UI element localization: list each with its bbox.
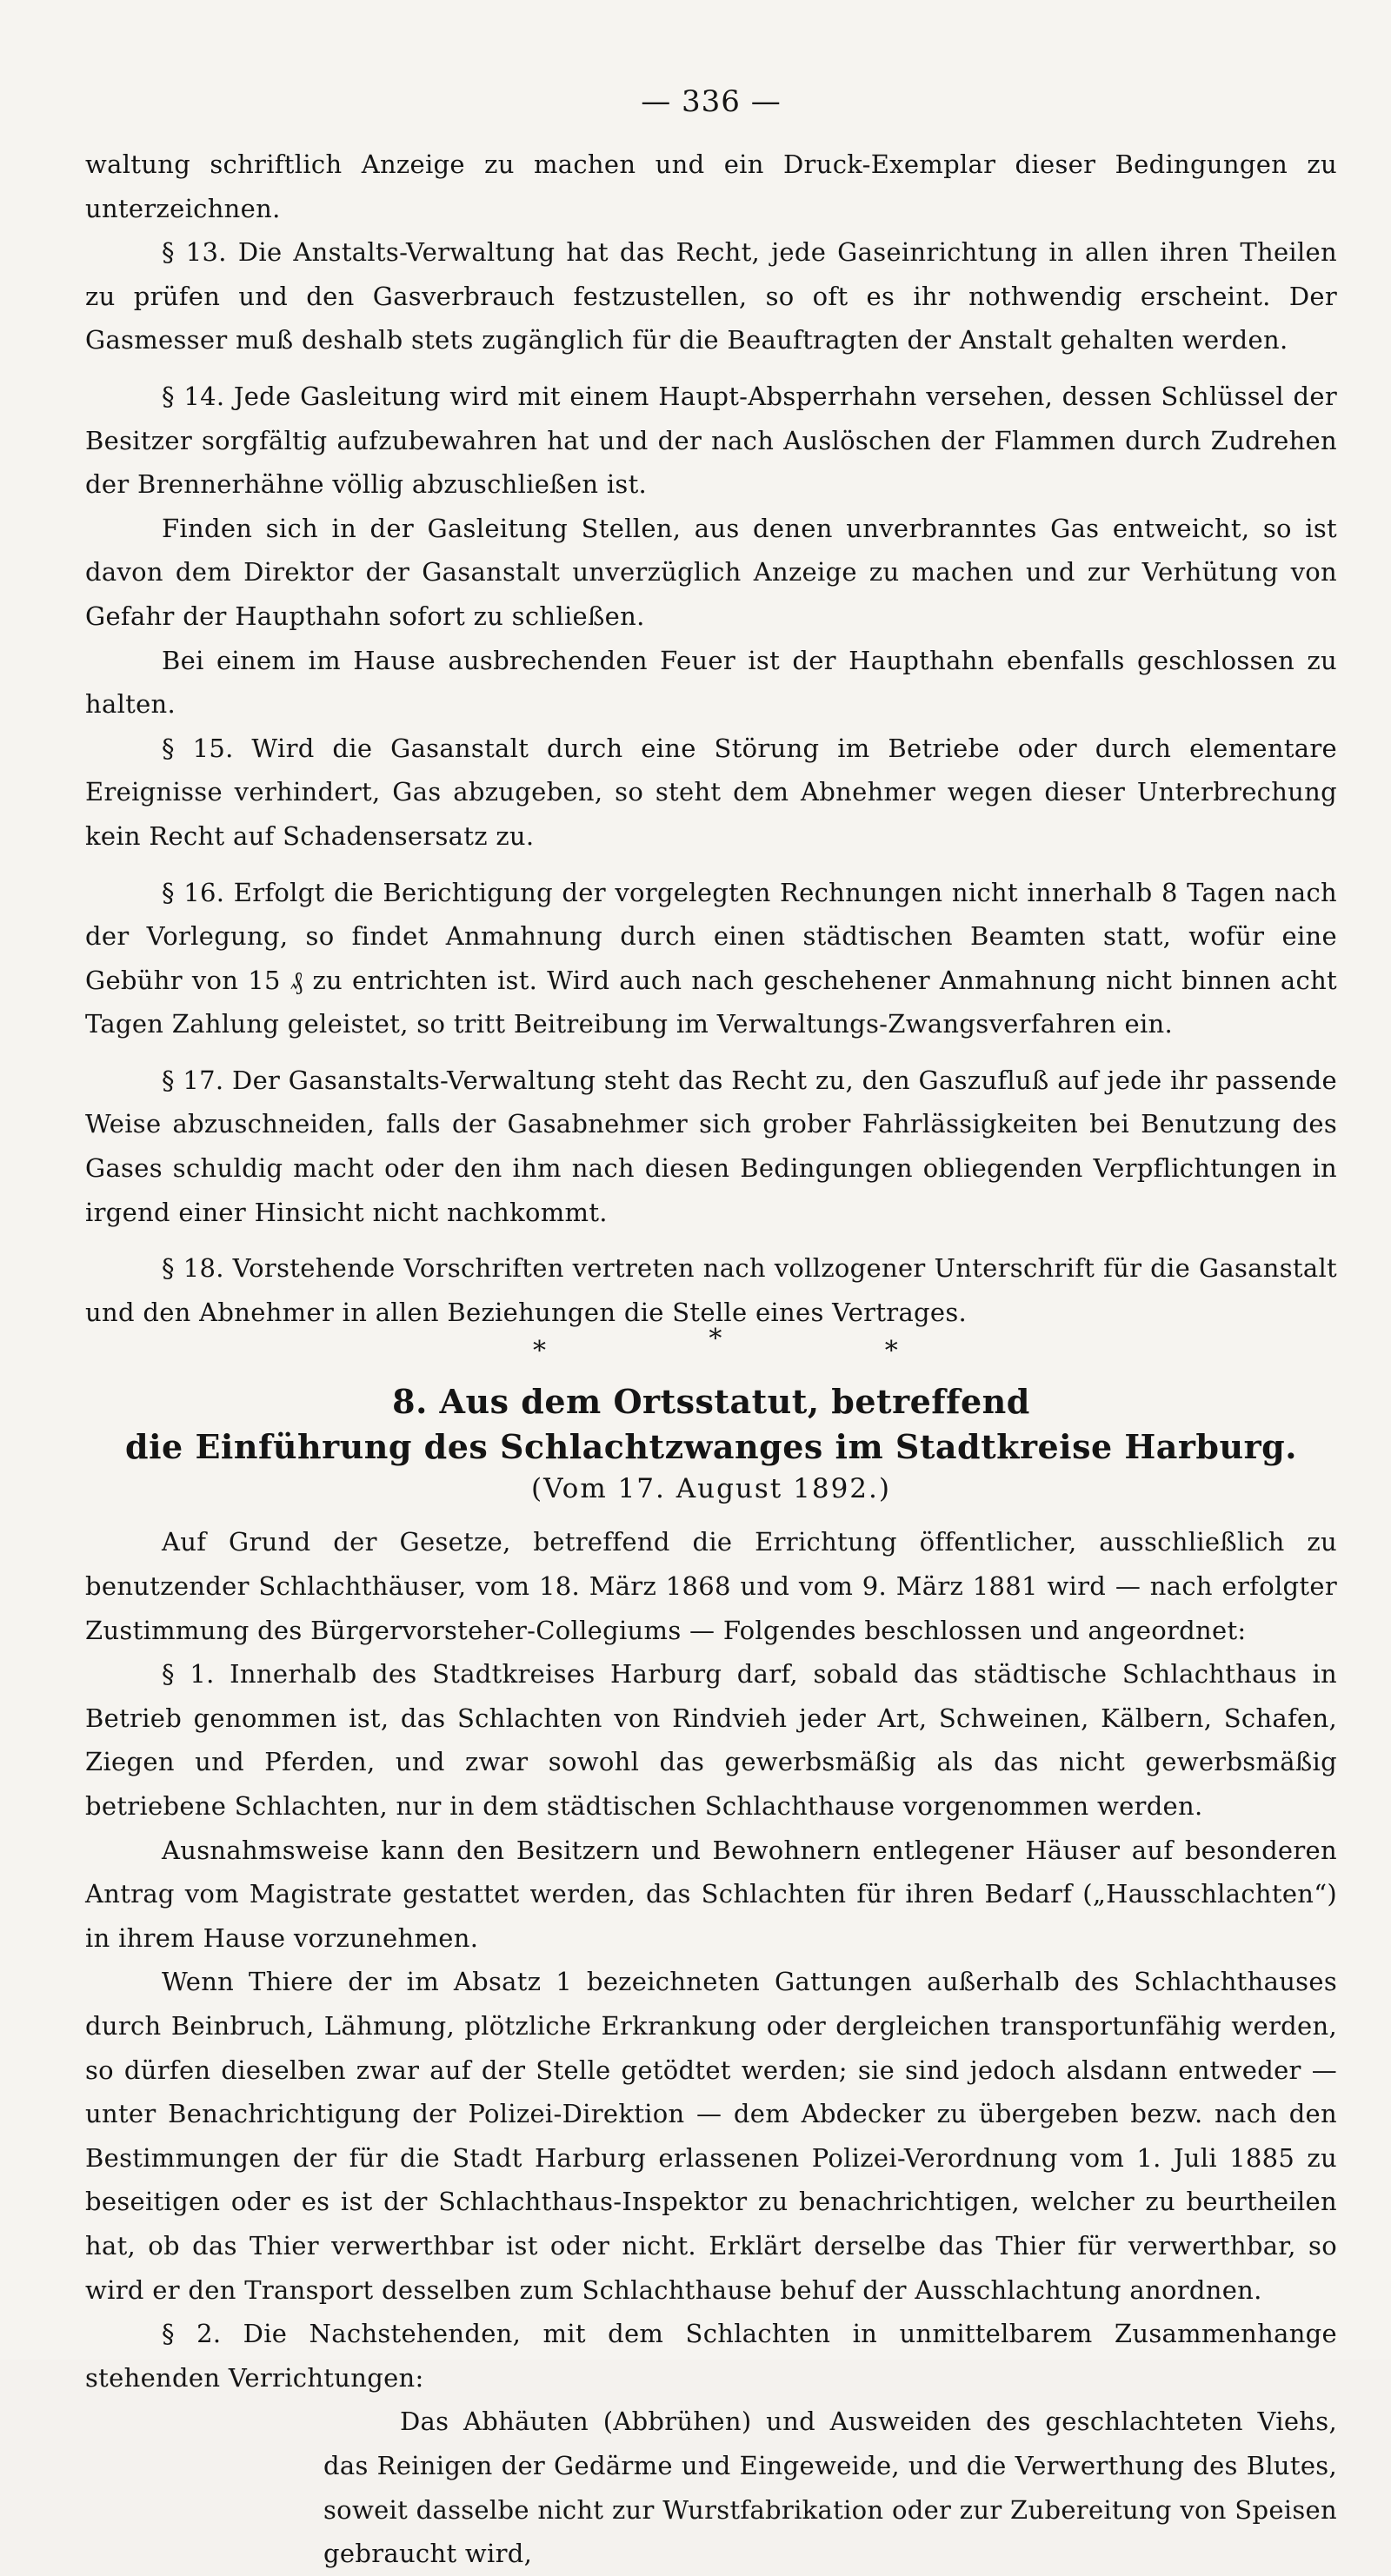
paragraph-tasks-text: Das Abhäuten (Abbrühen) und Ausweiden des geschlachteten Viehs, das Reinigen der Gedärme und Eingeweide, und die Verwerthung des Blutes, soweit dasselbe nicht zur Wurstfabrikation oder zur Zubereitung von Speisen gebraucht wird,	[323, 2407, 1337, 2569]
paragraph-section-18: § 18. Vorstehende Vorschriften vertreten nach vollzogener Unterschrift für die Gasanstalt und den Abnehmer in allen Beziehungen die Stelle eines Vertrages.	[85, 1253, 1337, 1327]
paragraph-exception: Ausnahmsweise kann den Besitzern und Bewohnern entlegener Häuser auf besonderen Antrag vom Magistrate gestattet werden, das Schlachten für ihren Bedarf („Hausschlachten“) in ihrem Hause vorzunehmen.	[85, 1835, 1337, 1953]
paragraph-section-16: § 16. Erfolgt die Berichtigung der vorgelegten Rechnungen nicht innerhalb 8 Tagen nach der Vorlegung, so findet Anmahnung durch einen städtischen Beamten statt, wofür eine Gebühr von 15 ₰ zu entrichten ist. Wird auch nach geschehener Anmahnung nicht binnen acht Tagen Zahlung geleistet, so tritt Beitreibung im Verwaltungs-Zwangsverfahren ein.	[85, 877, 1337, 1039]
paragraph-section-13: § 13. Die Anstalts-Verwaltung hat das Recht, jede Gaseinrichtung in allen ihren Theilen zu prüfen und den Gasverbrauch festzustellen, so oft es ihr nothwendig erscheint. Der Gasmesser muß deshalb stets zugänglich für die Beauftragten der Anstalt gehalten werden.	[85, 237, 1337, 355]
page-content	[85, 80, 1337, 2576]
separator-stars	[524, 1324, 898, 1369]
paragraph-ordinance-1: § 1. Innerhalb des Stadtkreises Harburg darf, sobald das städtische Schlachthaus in Betrieb genommen ist, das Schlachten von Rindvieh jeder Art, Schweinen, Kälbern, Schafen, Ziegen und Pferden, und zwar sowohl das gewerbsmäßig als das nicht gewerbsmäßig betriebene Schlachten, nur in dem städtischen Schlachthause vorgenommen werden.	[85, 1659, 1337, 1821]
paragraph-injured-animals: Wenn Thiere der im Absatz 1 bezeichneten Gattungen außerhalb des Schlachthauses durch Beinbruch, Lähmung, plötzliche Erkrankung oder dergleichen transportunfähig werden, so dürfen dieselben zwar auf der Stelle getödtet werden; sie sind jedoch alsdann entweder — unter Benachrichtigung der Polizei-Direktion — dem Abdecker zu übergeben bezw. nach den Bestimmungen der für die Stadt Harburg erlassenen Polizei-Verordnung vom 1. Juli 1885 zu beseitigen oder es ist der Schlachthaus-Inspektor zu benachrichtigen, welcher zu beurtheilen hat, ob das Thier verwerthbar ist oder nicht. Erklärt derselbe das Thier für verwerthbar, so wird er den Transport desselben zum Schlachthause behuf der Ausschlachtung anordnen.	[85, 1967, 1337, 2305]
page-number: — 336 —	[641, 84, 782, 119]
paragraph-tasks	[85, 2400, 1337, 2575]
section-title-line-1: 8. Aus dem Ortsstatut, betreffend	[392, 1382, 1030, 1422]
section-date: (Vom 17. August 1892.)	[531, 1473, 891, 1505]
paragraph-gas-leak: Finden sich in der Gasleitung Stellen, aus denen unverbranntes Gas entweicht, so ist davon dem Direktor der Gasanstalt unverzüglich Anzeige zu machen und zur Verhütung von Gefahr der Haupthahn sofort zu schließen.	[85, 513, 1337, 631]
separator-star: *	[709, 1324, 722, 1355]
paragraph-continuation: waltung schriftlich Anzeige zu machen und ein Druck-Exemplar dieser Bedingungen zu unterzeichnen.	[85, 149, 1337, 223]
separator-star: *	[884, 1336, 898, 1367]
paragraph-section-17: § 17. Der Gasanstalts-Verwaltung steht das Recht zu, den Gaszufluß auf jede ihr passende Weise abzuschneiden, falls der Gasabnehmer sich grober Fahrlässigkeiten bei Benutzung des Gases schuldig macht oder den ihm nach diesen Bedingungen obliegenden Verpflichtungen in irgend einer Hinsicht nicht nachkommt.	[85, 1065, 1337, 1227]
section-title-line-2: die Einführung des Schlachtzwanges im Stadtkreise Harburg.	[125, 1427, 1297, 1467]
separator-star: *	[533, 1336, 547, 1367]
paragraph-section-15: § 15. Wird die Gasanstalt durch eine Störung im Betriebe oder durch elementare Ereignisse verhindert, Gas abzugeben, so steht dem Abnehmer wegen dieser Unterbrechung kein Recht auf Schadensersatz zu.	[85, 733, 1337, 851]
paragraph-ordinance-2: § 2. Die Nachstehenden, mit dem Schlachten in unmittelbarem Zusammenhange stehenden Verrichtungen:	[85, 2319, 1337, 2393]
paragraph-section-14: § 14. Jede Gasleitung wird mit einem Haupt-Absperrhahn versehen, dessen Schlüssel der Besitzer sorgfältig aufzubewahren hat und der nach Auslöschen der Flammen durch Zudrehen der Brennerhähne völlig abzuschließen ist.	[85, 381, 1337, 500]
paragraph-preamble: Auf Grund der Gesetze, betreffend die Errichtung öffentlicher, ausschließlich zu benutzender Schlachthäuser, vom 18. März 1868 und vom 9. März 1881 wird — nach erfolgter Zustimmung des Bürgervorsteher-Collegiums — Folgendes beschlossen und angeordnet:	[85, 1527, 1337, 1645]
paragraph-fire: Bei einem im Hause ausbrechenden Feuer ist der Haupthahn ebenfalls geschlossen zu halten.	[85, 645, 1337, 720]
